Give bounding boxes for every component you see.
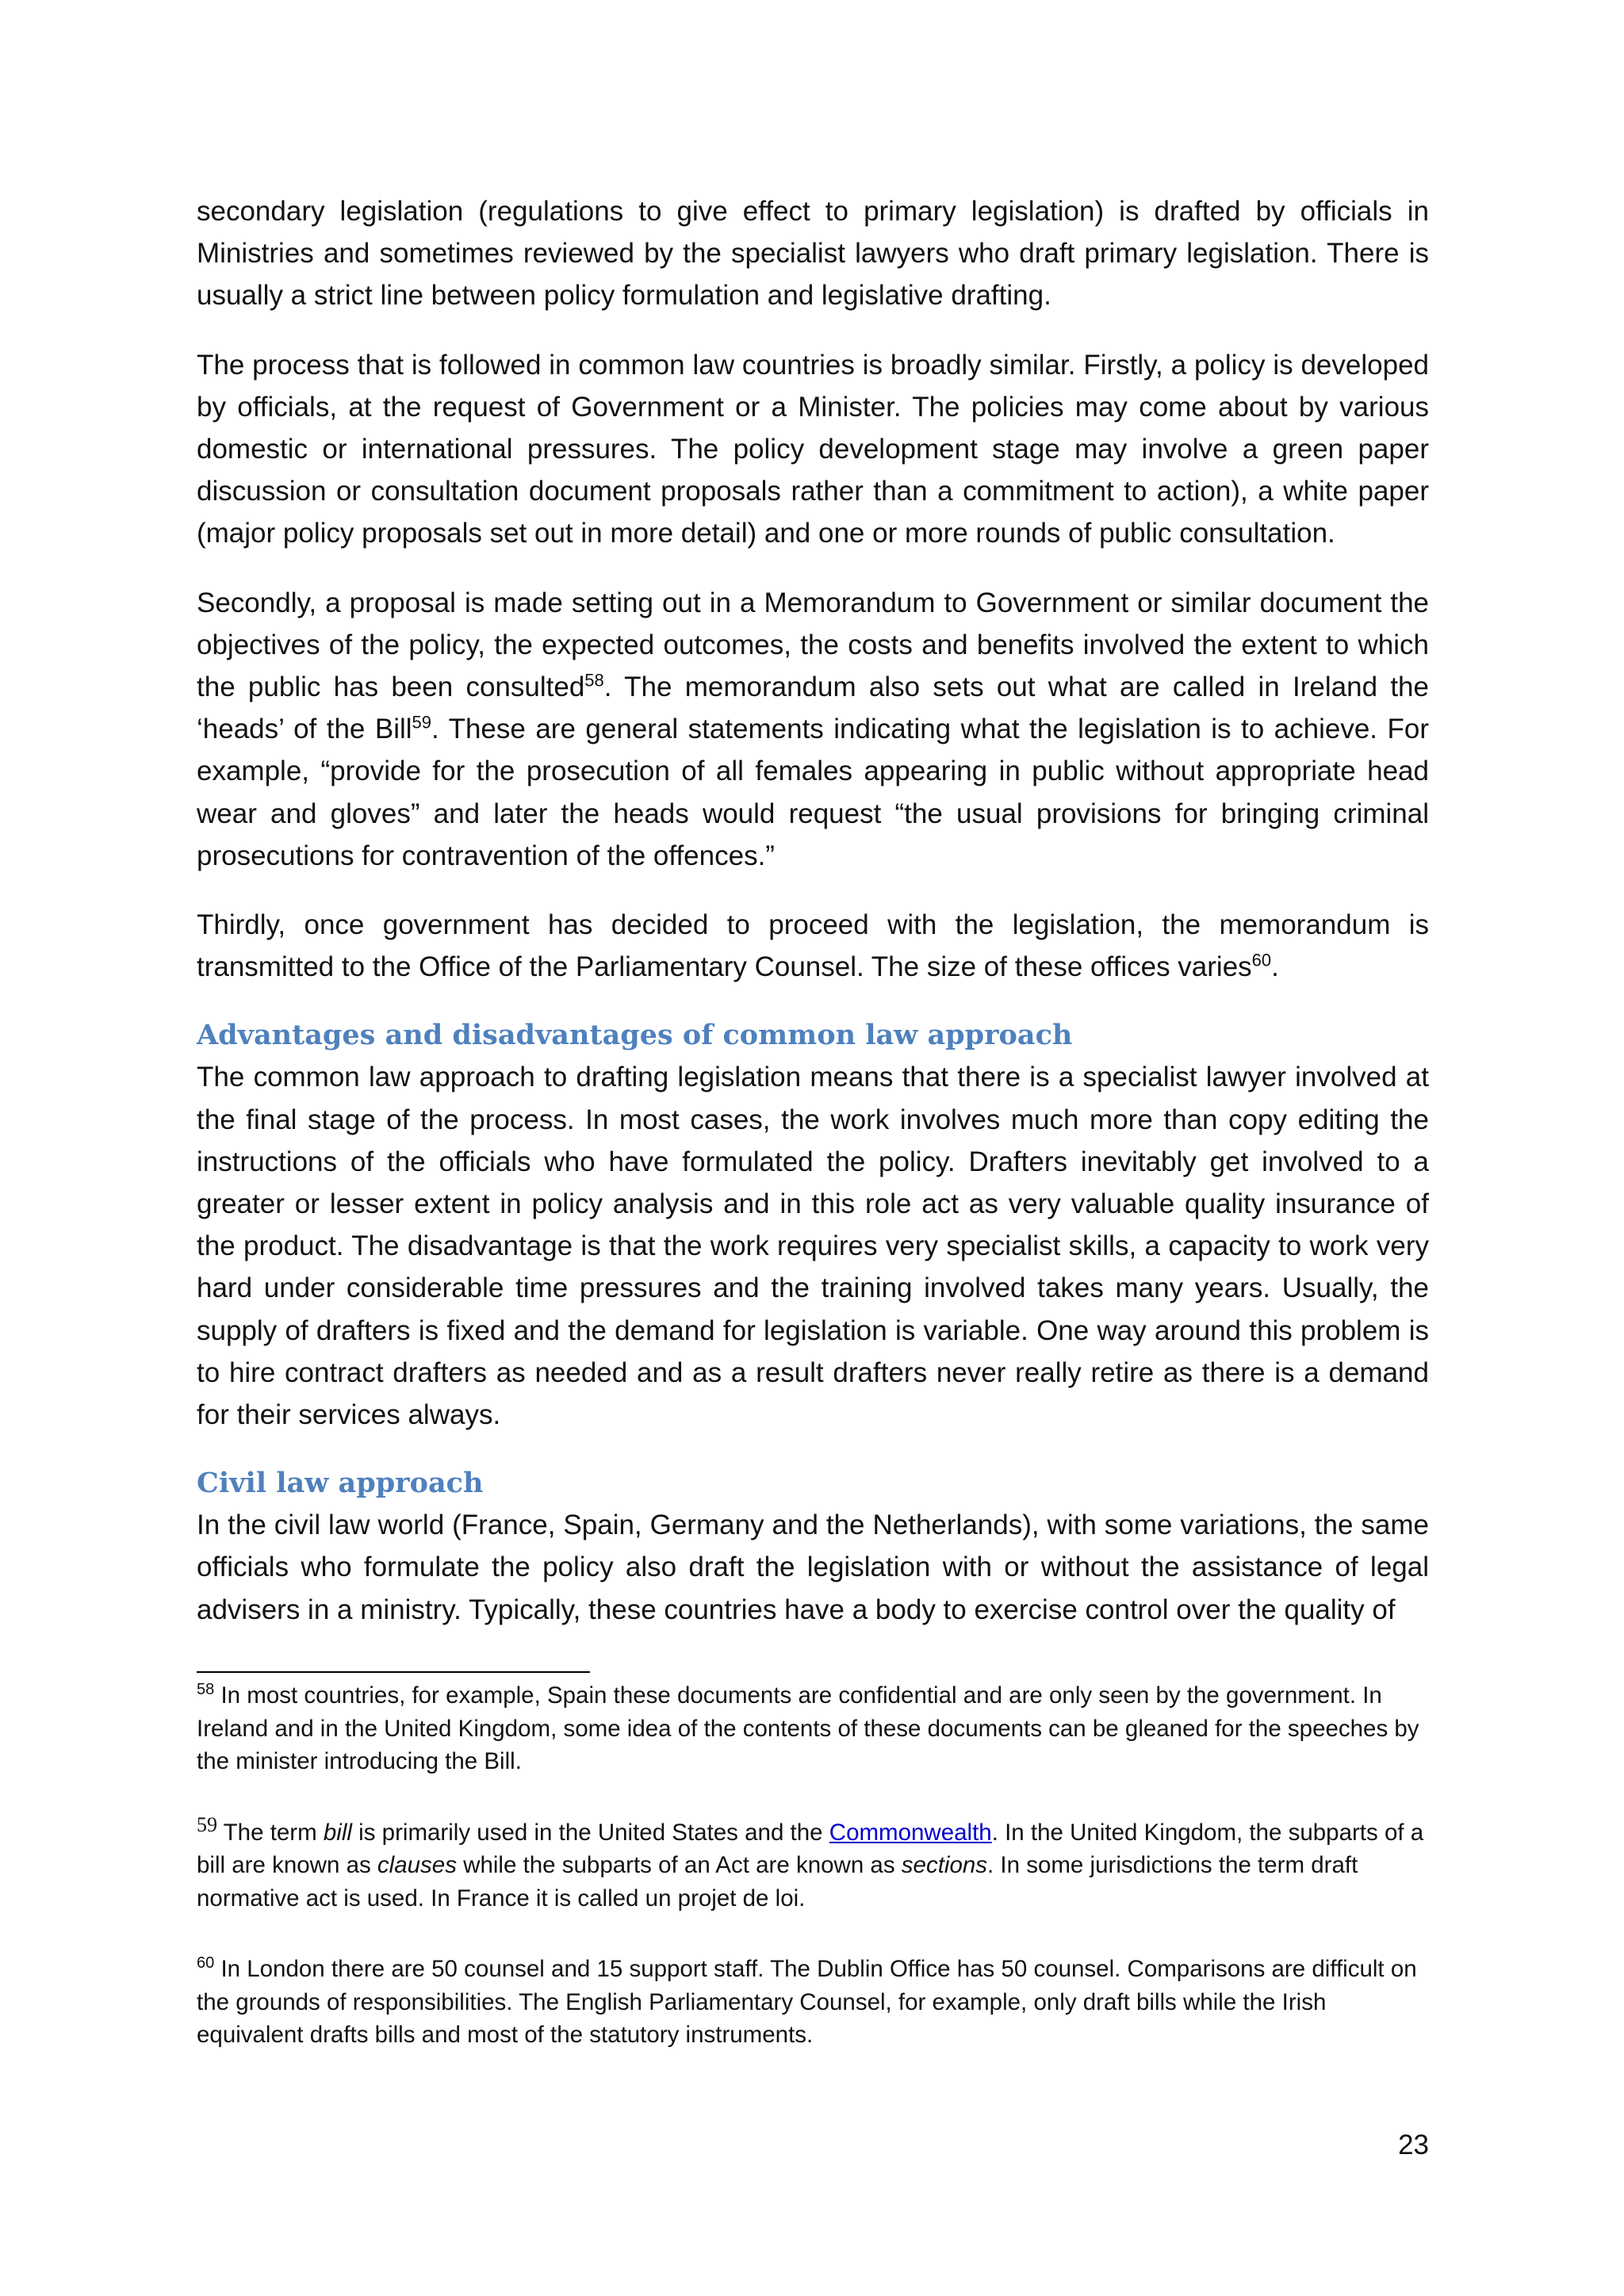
paragraph-civil-law: In the civil law world (France, Spain, Germany and the Netherlands), with some variations, the same officials who formulate the policy also draft the legislation with or without the assistance of legal advisers in a ministry. Typically, these countries have a body to exercise control over the quality of: [197, 1510, 1429, 1625]
footnote-ref-58[interactable]: 58: [584, 670, 604, 691]
footnote-number-60: 60: [197, 1954, 215, 1973]
paragraph-parliamentary-counsel: [197, 904, 1429, 988]
footnote-59-italic-clauses: clauses: [377, 1852, 457, 1878]
footnote-ref-60[interactable]: 60: [1251, 950, 1272, 970]
counsel-text-2: .: [1271, 951, 1279, 983]
footnote-60-text: In London there are 50 counsel and 15 support staff. The Dublin Office has 50 counsel. Comparisons are difficult on the grounds of responsibilities. The English Parliamentary Counsel, for example, only draft bills while the Irish equivalent drafts bills and most of the statutory instruments.: [197, 1956, 1417, 2048]
memorandum-text-1: Secondly, a proposal is made setting out in a Memorandum to Government or similar document the objectives of the policy, the expected outcomes, the costs and benefits involved the extent to which the public has been consulted: [197, 587, 1429, 703]
footnote-ref-59[interactable]: 59: [412, 712, 432, 733]
footnote-59-italic-bill: bill: [323, 1819, 352, 1846]
footnote-59-text-1: The term: [217, 1819, 324, 1846]
page-number: 23: [1398, 2130, 1429, 2160]
footnote-59-text-3: . In the United Kingdom, the subparts of a bill are known as: [197, 1819, 1424, 1878]
paragraph-advantages: The common law approach to drafting legislation means that there is a specialist lawyer involved at the final stage of the process. In most cases, the work involves much more than copy editing the instructions of the officials who have formulated the policy. Drafters inevitably get involved to a greater or lesser extent in policy analysis and in this role act as very valuable quality insurance of the product. The disadvantage is that the work requires very specialist skills, a capacity to work very hard under considerable time pressures and the training involved takes many years. Usually, the supply of drafters is fixed and the demand for legislation is variable. One way around this problem is to hire contract drafters as needed and as a result drafters never really retire as there is a demand for their services always.: [197, 1062, 1429, 1431]
footnote-58-text: In most countries, for example, Spain these documents are confidential and are only seen by the government. In Ireland and in the United Kingdom, some idea of the contents of these documents can be gleaned for the speeches by the minister introducing the Bill.: [197, 1682, 1419, 1774]
footnote-60: [197, 1953, 1429, 2052]
paragraph-common-law-process: The process that is followed in common law countries is broadly similar. Firstly, a policy is developed by officials, at the request of Government or a Minister. The policies may come about by various domestic or international pressures. The policy development stage may involve a green paper discussion or consultation document proposals rather than a commitment to action), a white paper (major policy proposals set out in more detail) and one or more rounds of public consultation.: [197, 349, 1429, 549]
footnote-58: [197, 1679, 1429, 1778]
memorandum-text-3: . These are general statements indicating what the legislation is to achieve. For example, “provide for the prosecution of all females appearing in public without appropriate head wear and gloves” and later the heads would request “the usual provisions for bringing criminal prosecutions for contravention of the offences.”: [197, 714, 1429, 871]
footnote-59-text-2: is primarily used in the United States and the: [351, 1819, 829, 1846]
footnote-separator: [197, 1671, 590, 1673]
footnote-59: [197, 1812, 1429, 1915]
footnote-number-58: 58: [197, 1681, 215, 1699]
heading-civil-law: Civil law approach: [197, 1467, 484, 1500]
footnote-59-text-4: while the subparts of an Act are known as: [456, 1852, 902, 1878]
footnotes: [197, 1679, 1429, 2090]
counsel-text-1: Thirdly, once government has decided to proceed with the legislation, the memorandum is transmitted to the Office of the Parliamentary Counsel. The size of these offices varies: [197, 909, 1429, 983]
paragraph-secondary-legislation: secondary legislation (regulations to give effect to primary legislation) is drafted by officials in Ministries and sometimes reviewed by the specialist lawyers who draft primary legislation. There is usually a strict line between policy formulation and legislative drafting.: [197, 196, 1429, 312]
footnote-number-59: 59: [197, 1812, 217, 1836]
main-text: [197, 190, 1429, 1658]
footnote-59-text-5: . In some jurisdictions the term draft normative act is used. In France it is called un projet de loi.: [197, 1852, 1358, 1911]
paragraph-memorandum: [197, 582, 1429, 877]
commonwealth-link[interactable]: Commonwealth: [829, 1819, 992, 1846]
heading-advantages: Advantages and disadvantages of common law approach: [197, 1019, 1073, 1052]
memorandum-text-2: . The memorandum also sets out what are called in Ireland the ‘heads’ of the Bill: [197, 672, 1429, 745]
footnote-59-italic-sections: sections: [901, 1852, 988, 1878]
